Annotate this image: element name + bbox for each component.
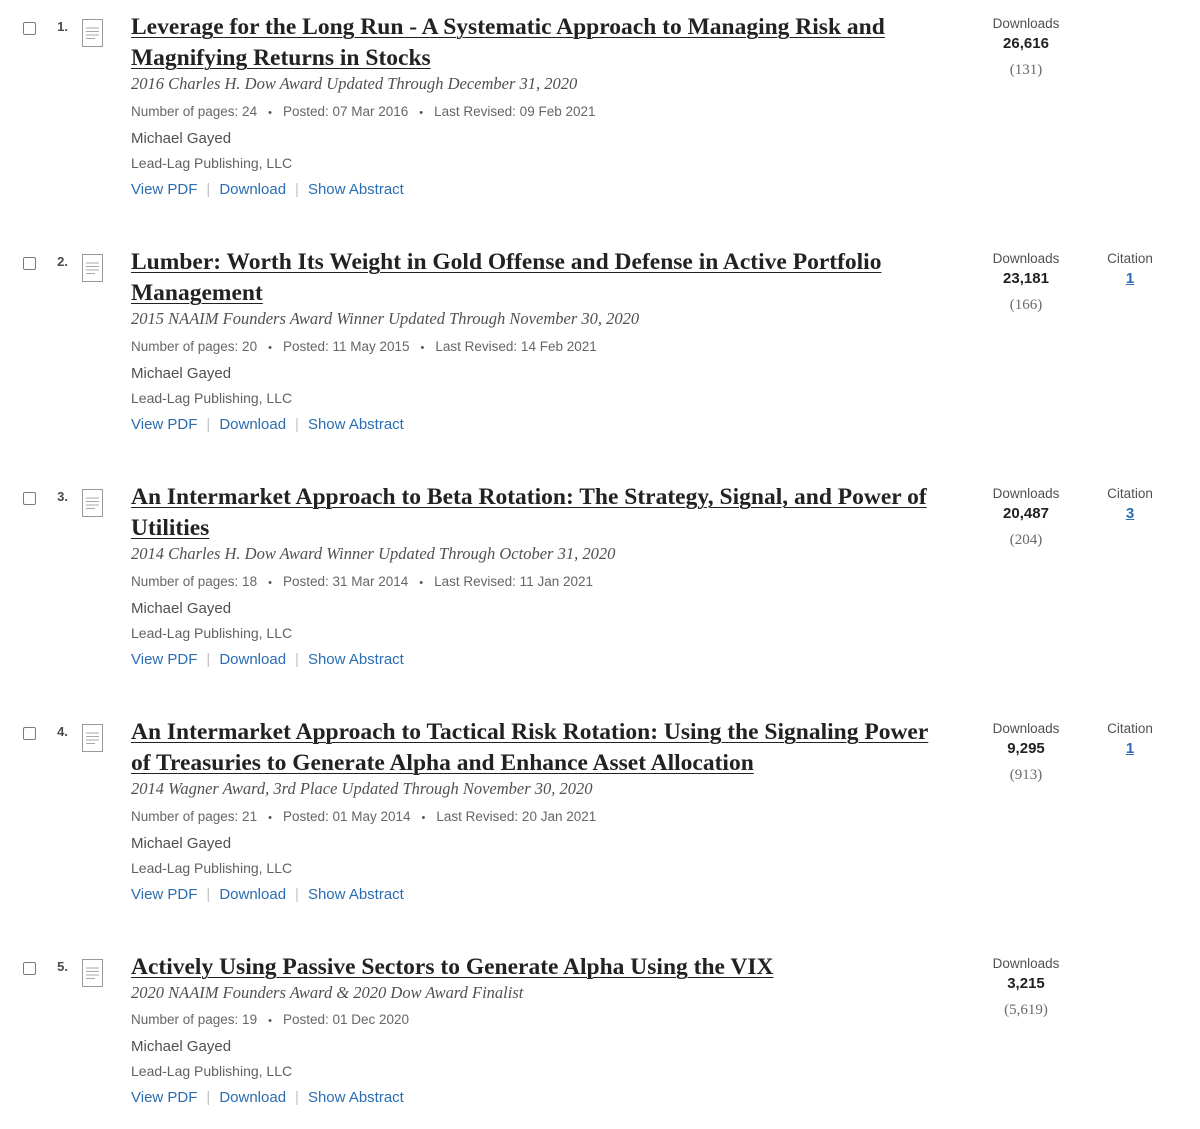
page-count: Number of pages: 20 xyxy=(131,339,258,354)
document-icon xyxy=(82,489,103,517)
author-name: Michael Gayed xyxy=(131,1038,232,1055)
page-count: Number of pages: 19 xyxy=(131,1012,258,1027)
download-link[interactable]: Download xyxy=(219,416,287,433)
paper-title-link[interactable]: An Intermarket Approach to Beta Rotation: The Strategy, Signal, and Power of Utilities xyxy=(131,484,927,541)
bullet-separator: • xyxy=(421,812,426,824)
revised-date: Last Revised: 09 Feb 2021 xyxy=(434,104,596,119)
document-icon xyxy=(82,19,103,47)
revised-date: Last Revised: 14 Feb 2021 xyxy=(435,339,597,354)
downloads-label: Downloads xyxy=(992,16,1060,31)
show-abstract-link[interactable]: Show Abstract xyxy=(307,1089,404,1106)
select-checkbox[interactable] xyxy=(23,962,36,975)
author-affiliation: Lead-Lag Publishing, LLC xyxy=(131,155,293,171)
download-link[interactable]: Download xyxy=(219,886,287,903)
page-count: Number of pages: 18 xyxy=(131,574,258,589)
author-affiliation: Lead-Lag Publishing, LLC xyxy=(131,390,293,406)
posted-date: Posted: 07 Mar 2016 xyxy=(282,104,409,119)
downloads-count: 23,181 xyxy=(1003,270,1049,287)
link-separator: | xyxy=(206,1089,211,1106)
paper-title-link[interactable]: Leverage for the Long Run - A Systematic Approach to Managing Risk and Magnifying Returns in Stocks xyxy=(131,14,885,71)
view-pdf-link[interactable]: View PDF xyxy=(131,886,198,903)
downloads-label: Downloads xyxy=(992,956,1060,971)
bullet-separator: • xyxy=(268,107,272,119)
paper-meta xyxy=(131,339,597,354)
citation-count-link[interactable]: 1 xyxy=(1125,270,1135,287)
select-checkbox[interactable] xyxy=(23,22,36,35)
author-name: Michael Gayed xyxy=(131,600,232,617)
citation-stats xyxy=(1090,720,1170,758)
select-checkbox[interactable] xyxy=(23,257,36,270)
link-separator: | xyxy=(295,1089,299,1106)
bullet-separator: • xyxy=(268,1015,272,1027)
bullet-separator: • xyxy=(419,107,424,119)
link-separator: | xyxy=(206,416,211,433)
paper-subtitle: 2015 NAAIM Founders Award Winner Updated Through November 30, 2020 xyxy=(131,309,640,328)
result-item xyxy=(0,478,1200,698)
downloads-label: Downloads xyxy=(992,251,1060,266)
bullet-separator: • xyxy=(420,342,425,354)
result-rank: 5. xyxy=(57,959,68,974)
link-separator: | xyxy=(206,181,211,198)
paper-meta xyxy=(131,574,593,589)
download-link[interactable]: Download xyxy=(219,1089,287,1106)
paper-actions xyxy=(131,416,404,433)
bullet-separator: • xyxy=(268,812,272,824)
author-affiliation: Lead-Lag Publishing, LLC xyxy=(131,625,293,641)
author-name: Michael Gayed xyxy=(131,130,232,147)
link-separator: | xyxy=(295,181,299,198)
paper-subtitle: 2016 Charles H. Dow Award Updated Through December 31, 2020 xyxy=(131,74,578,93)
paper-title-link[interactable]: Actively Using Passive Sectors to Generate Alpha Using the VIX xyxy=(131,954,774,980)
paper-actions xyxy=(131,651,404,668)
bullet-separator: • xyxy=(268,577,272,589)
select-checkbox[interactable] xyxy=(23,492,36,505)
paper-meta xyxy=(131,104,596,119)
document-icon xyxy=(82,959,103,987)
revised-date: Last Revised: 20 Jan 2021 xyxy=(436,809,597,824)
paper-actions xyxy=(131,886,404,903)
downloads-count: 9,295 xyxy=(1007,740,1045,757)
citation-label: Citation xyxy=(1107,251,1153,266)
result-item xyxy=(0,8,1200,228)
show-abstract-link[interactable]: Show Abstract xyxy=(307,181,404,198)
result-rank: 3. xyxy=(57,489,68,504)
paper-subtitle: 2014 Wagner Award, 3rd Place Updated Through November 30, 2020 xyxy=(131,779,593,798)
link-separator: | xyxy=(206,886,211,903)
result-rank: 1. xyxy=(57,19,68,34)
citation-count-link[interactable]: 1 xyxy=(1125,740,1135,757)
download-stats xyxy=(976,15,1076,79)
author-name: Michael Gayed xyxy=(131,365,232,382)
document-icon xyxy=(82,254,103,282)
citation-label: Citation xyxy=(1107,486,1153,501)
downloads-rank: (131) xyxy=(1009,62,1043,78)
show-abstract-link[interactable]: Show Abstract xyxy=(307,416,404,433)
author-affiliation: Lead-Lag Publishing, LLC xyxy=(131,1063,293,1079)
download-link[interactable]: Download xyxy=(219,651,287,668)
paper-title-link[interactable]: An Intermarket Approach to Tactical Risk Rotation: Using the Signaling Power of Treasuries to Generate Alpha and Enhance Asset Allocation xyxy=(131,719,929,776)
download-stats xyxy=(976,955,1076,1019)
paper-actions xyxy=(131,181,404,198)
link-separator: | xyxy=(206,651,211,668)
result-item xyxy=(0,243,1200,463)
show-abstract-link[interactable]: Show Abstract xyxy=(307,651,404,668)
posted-date: Posted: 01 May 2014 xyxy=(282,809,411,824)
paper-subtitle: 2014 Charles H. Dow Award Winner Updated Through October 31, 2020 xyxy=(131,544,616,563)
author-affiliation: Lead-Lag Publishing, LLC xyxy=(131,860,293,876)
revised-date: Last Revised: 11 Jan 2021 xyxy=(434,574,593,589)
paper-actions xyxy=(131,1089,404,1106)
downloads-count: 3,215 xyxy=(1007,975,1045,992)
view-pdf-link[interactable]: View PDF xyxy=(131,651,198,668)
paper-meta xyxy=(131,1012,409,1027)
downloads-rank: (166) xyxy=(1009,297,1043,313)
download-stats xyxy=(976,485,1076,549)
paper-title-link[interactable]: Lumber: Worth Its Weight in Gold Offense and Defense in Active Portfolio Management xyxy=(131,249,882,306)
downloads-rank: (913) xyxy=(1009,767,1043,783)
view-pdf-link[interactable]: View PDF xyxy=(131,416,198,433)
download-link[interactable]: Download xyxy=(219,181,287,198)
download-stats xyxy=(976,720,1076,784)
downloads-count: 26,616 xyxy=(1003,35,1049,52)
view-pdf-link[interactable]: View PDF xyxy=(131,1089,198,1106)
show-abstract-link[interactable]: Show Abstract xyxy=(307,886,404,903)
downloads-rank: (5,619) xyxy=(1004,1002,1048,1018)
posted-date: Posted: 31 Mar 2014 xyxy=(282,574,409,589)
paper-subtitle: 2020 NAAIM Founders Award & 2020 Dow Award Finalist xyxy=(131,983,524,1002)
download-stats xyxy=(976,250,1076,314)
link-separator: | xyxy=(295,416,299,433)
result-item xyxy=(0,713,1200,933)
citation-stats xyxy=(1090,485,1170,523)
result-item xyxy=(0,948,1200,1129)
posted-date: Posted: 01 Dec 2020 xyxy=(282,1012,410,1027)
bullet-separator: • xyxy=(419,577,424,589)
document-icon xyxy=(82,724,103,752)
downloads-rank: (204) xyxy=(1009,532,1043,548)
link-separator: | xyxy=(295,886,299,903)
view-pdf-link[interactable]: View PDF xyxy=(131,181,198,198)
link-separator: | xyxy=(295,651,299,668)
downloads-label: Downloads xyxy=(992,721,1060,736)
citation-label: Citation xyxy=(1107,721,1153,736)
result-rank: 2. xyxy=(57,254,68,269)
page-count: Number of pages: 21 xyxy=(131,809,258,824)
page-count: Number of pages: 24 xyxy=(131,104,258,119)
bullet-separator: • xyxy=(268,342,272,354)
author-name: Michael Gayed xyxy=(131,835,232,852)
paper-meta xyxy=(131,809,596,824)
downloads-label: Downloads xyxy=(992,486,1060,501)
downloads-count: 20,487 xyxy=(1003,505,1049,522)
citation-count-link[interactable]: 3 xyxy=(1125,505,1135,522)
citation-stats xyxy=(1090,250,1170,288)
posted-date: Posted: 11 May 2015 xyxy=(282,339,410,354)
result-rank: 4. xyxy=(57,724,68,739)
select-checkbox[interactable] xyxy=(23,727,36,740)
